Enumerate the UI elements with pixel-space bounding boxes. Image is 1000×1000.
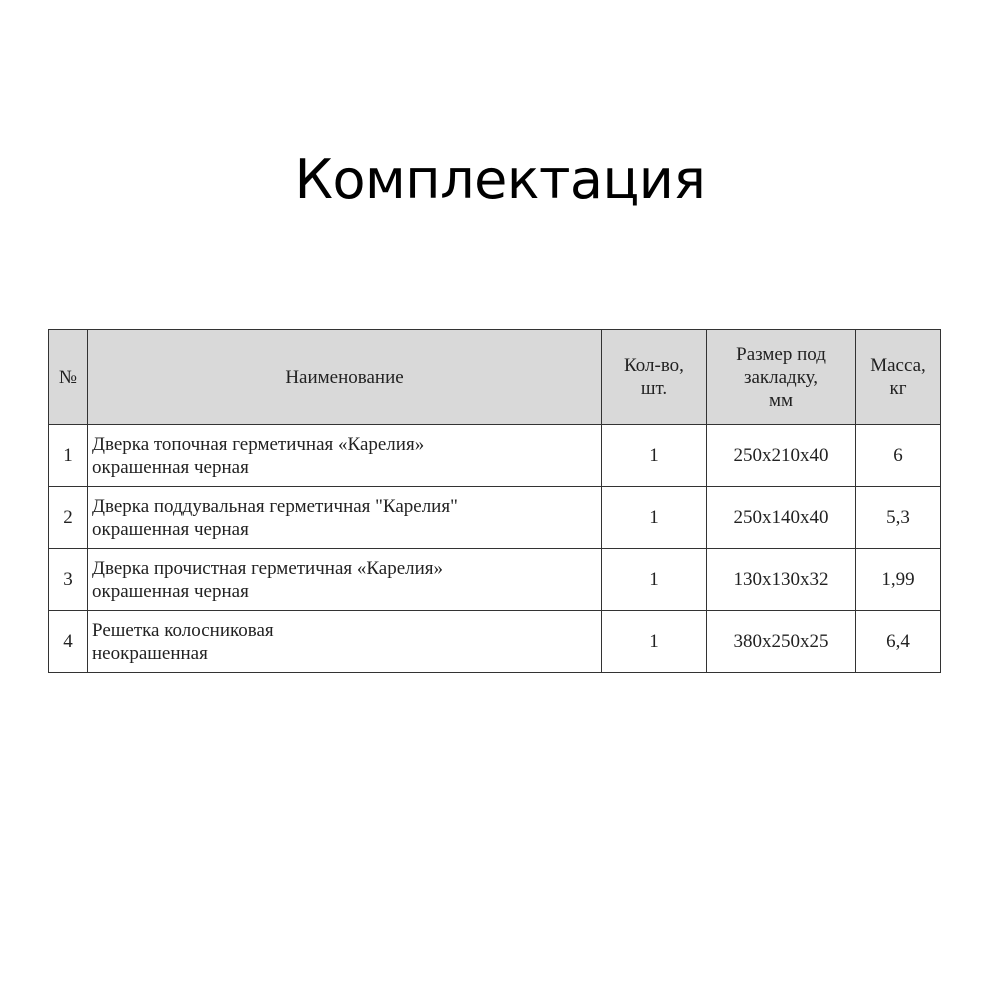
- cell-name-line: неокрашенная: [92, 642, 208, 664]
- cell-name-line: Решетка колосниковая: [92, 619, 274, 641]
- cell-size: 380x250x25: [707, 611, 856, 673]
- table-header-row: [49, 330, 941, 425]
- header-size-line: закладку,: [743, 366, 819, 388]
- cell-qty: 1: [602, 425, 707, 487]
- header-mass-line: кг: [889, 378, 907, 399]
- cell-name-line: Дверка поддувальная герметичная "Карелия": [92, 495, 458, 517]
- cell-mass: 6: [856, 425, 941, 487]
- cell-name-line: окрашенная черная: [92, 518, 249, 540]
- cell-name-line: Дверка прочистная герметичная «Карелия»: [92, 557, 444, 579]
- equipment-table: [48, 329, 941, 673]
- cell-name-line: Дверка топочная герметичная «Карелия»: [92, 433, 425, 455]
- cell-num: 4: [49, 611, 88, 673]
- cell-size: 250x210x40: [707, 425, 856, 487]
- table-row: [49, 549, 941, 611]
- cell-qty: 1: [602, 487, 707, 549]
- table-row: [49, 611, 941, 673]
- header-qty-line: шт.: [640, 378, 668, 399]
- cell-mass: 5,3: [856, 487, 941, 549]
- header-name: Наименование: [88, 330, 602, 425]
- cell-name-line: окрашенная черная: [92, 456, 249, 478]
- page-title: Комплектация: [294, 148, 706, 211]
- cell-size: 250x140x40: [707, 487, 856, 549]
- cell-mass: 6,4: [856, 611, 941, 673]
- cell-name: [88, 425, 602, 487]
- cell-name: [88, 549, 602, 611]
- cell-name-line: окрашенная черная: [92, 580, 249, 602]
- header-mass: [856, 330, 941, 425]
- header-qty: [602, 330, 707, 425]
- table-row: [49, 425, 941, 487]
- cell-mass: 1,99: [856, 549, 941, 611]
- cell-qty: 1: [602, 611, 707, 673]
- cell-num: 3: [49, 549, 88, 611]
- header-size: [707, 330, 856, 425]
- header-size-line: мм: [768, 389, 794, 411]
- header-qty-line: Кол-во,: [624, 355, 684, 376]
- header-mass-line: Масса,: [870, 355, 926, 376]
- cell-num: 2: [49, 487, 88, 549]
- header-num: №: [49, 330, 88, 425]
- cell-name: [88, 487, 602, 549]
- cell-size: 130x130x32: [707, 549, 856, 611]
- cell-name: [88, 611, 602, 673]
- cell-qty: 1: [602, 549, 707, 611]
- cell-num: 1: [49, 425, 88, 487]
- table-row: [49, 487, 941, 549]
- header-size-line: Размер под: [736, 343, 826, 365]
